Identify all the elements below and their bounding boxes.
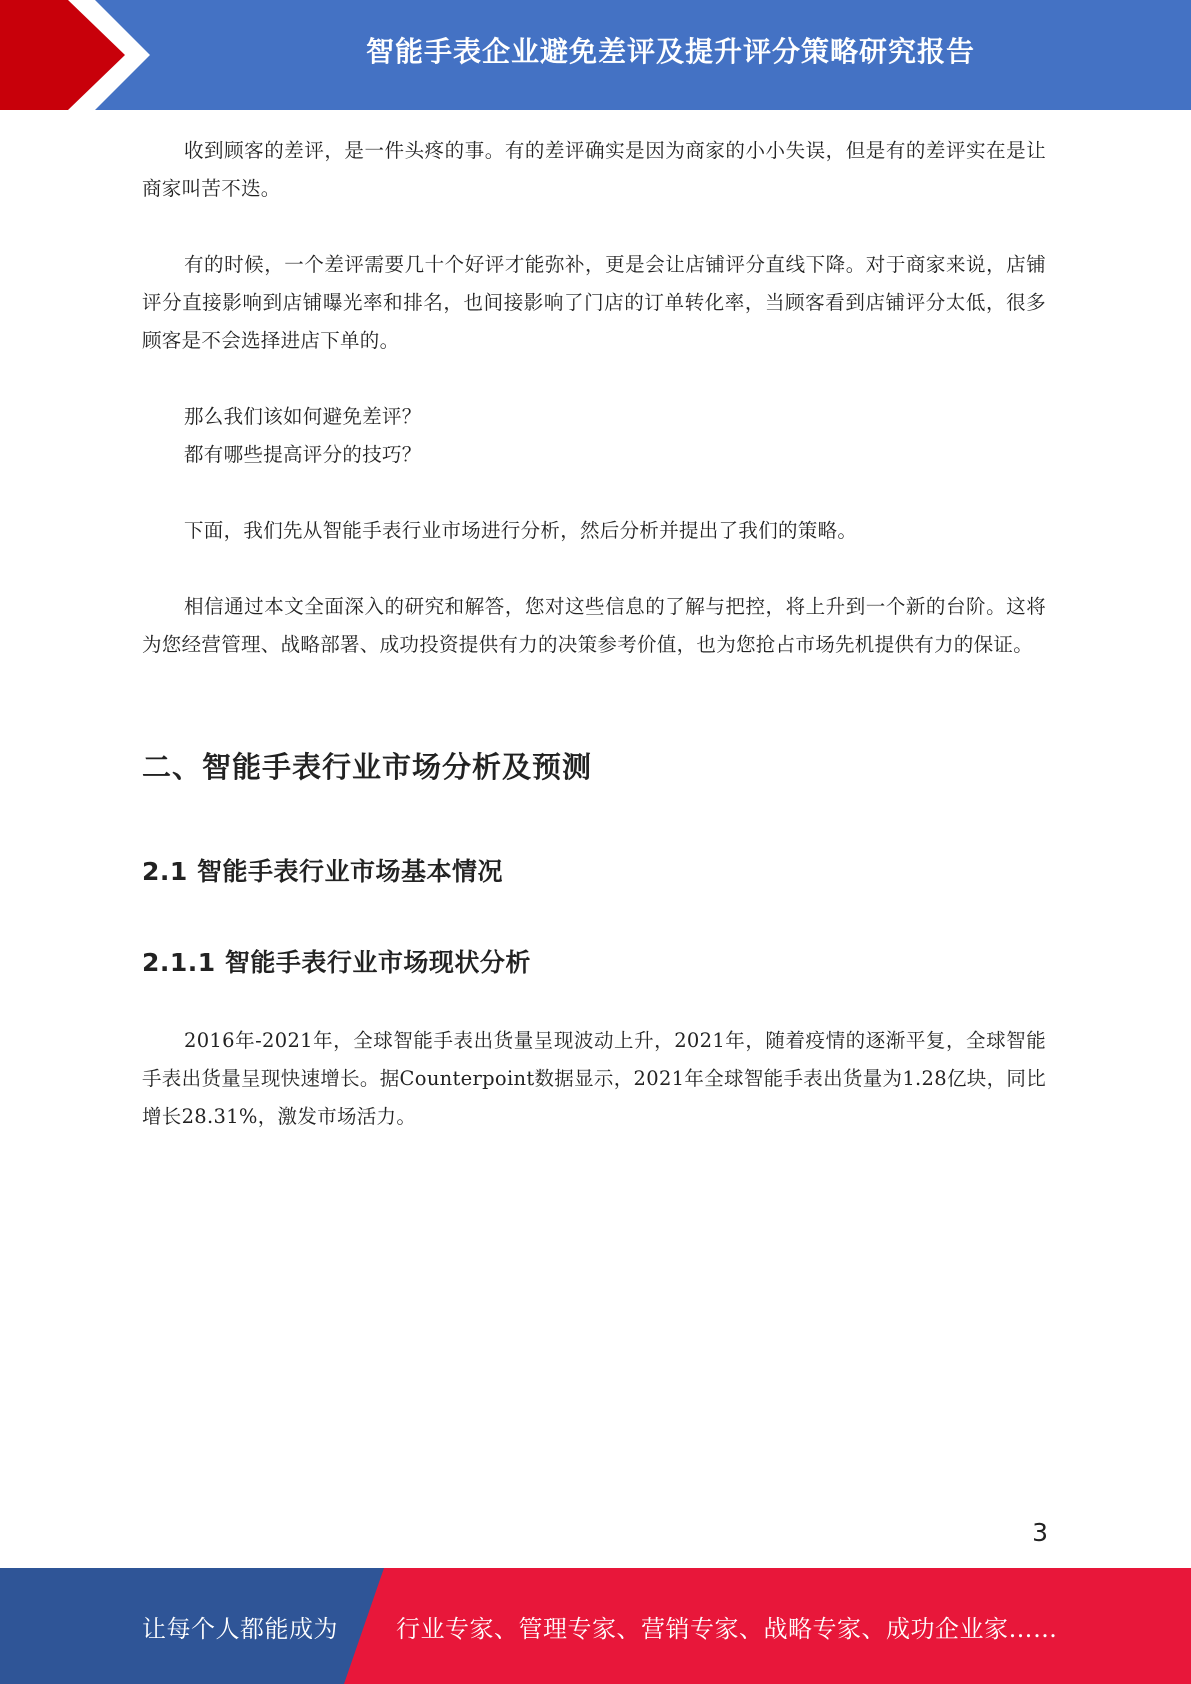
footer-slogan-left: 让每个人都能成为	[142, 1614, 338, 1643]
sub-subsection-heading: 2.1.1 智能手表行业市场现状分析	[142, 948, 531, 977]
section-heading: 二、智能手表行业市场分析及预测	[142, 750, 593, 784]
intro-paragraph-3: 下面，我们先从智能手表行业市场进行分析，然后分析并提出了我们的策略。	[184, 519, 858, 542]
footer-slogan-right: 行业专家、管理专家、营销专家、战略专家、成功企业家……	[396, 1614, 1058, 1643]
market-status-paragraph: 2016年-2021年，全球智能手表出货量呈现波动上升，2021年，随着疫情的逐渐平复，全球智能手表出货量呈现快速增长。据Counterpoint数据显示，2021年全球智能手表出货量为1.28亿块，同比增长28.31%，激发市场活力。	[142, 1029, 1046, 1128]
intro-section	[142, 132, 1046, 702]
intro-paragraph-2: 有的时候，一个差评需要几十个好评才能弥补，更是会让店铺评分直线下降。对于商家来说，店铺评分直接影响到店铺曝光率和排名，也间接影响了门店的订单转化率，当顾客看到店铺评分太低，很多顾客是不会选择进店下单的。	[142, 253, 1046, 352]
question-1: 那么我们该如何避免差评？	[184, 405, 422, 428]
document-title: 智能手表企业避免差评及提升评分策略研究报告	[365, 35, 975, 68]
question-2: 都有哪些提高评分的技巧？	[184, 443, 422, 466]
page-footer	[0, 1568, 1191, 1684]
question-block	[142, 398, 1046, 474]
subsection-heading: 2.1 智能手表行业市场基本情况	[142, 857, 503, 886]
intro-paragraph-4: 相信通过本文全面深入的研究和解答，您对这些信息的了解与把控，将上升到一个新的台阶。这将为您经营管理、战略部署、成功投资提供有力的决策参考价值，也为您抢占市场先机提供有力的保证。	[142, 595, 1046, 656]
section-body	[142, 1022, 1046, 1174]
page-header	[0, 0, 1191, 110]
intro-paragraph-1: 收到顾客的差评，是一件头疼的事。有的差评确实是因为商家的小小失误，但是有的差评实在是让商家叫苦不迭。	[142, 139, 1046, 200]
page-number: 3	[1032, 1518, 1048, 1547]
